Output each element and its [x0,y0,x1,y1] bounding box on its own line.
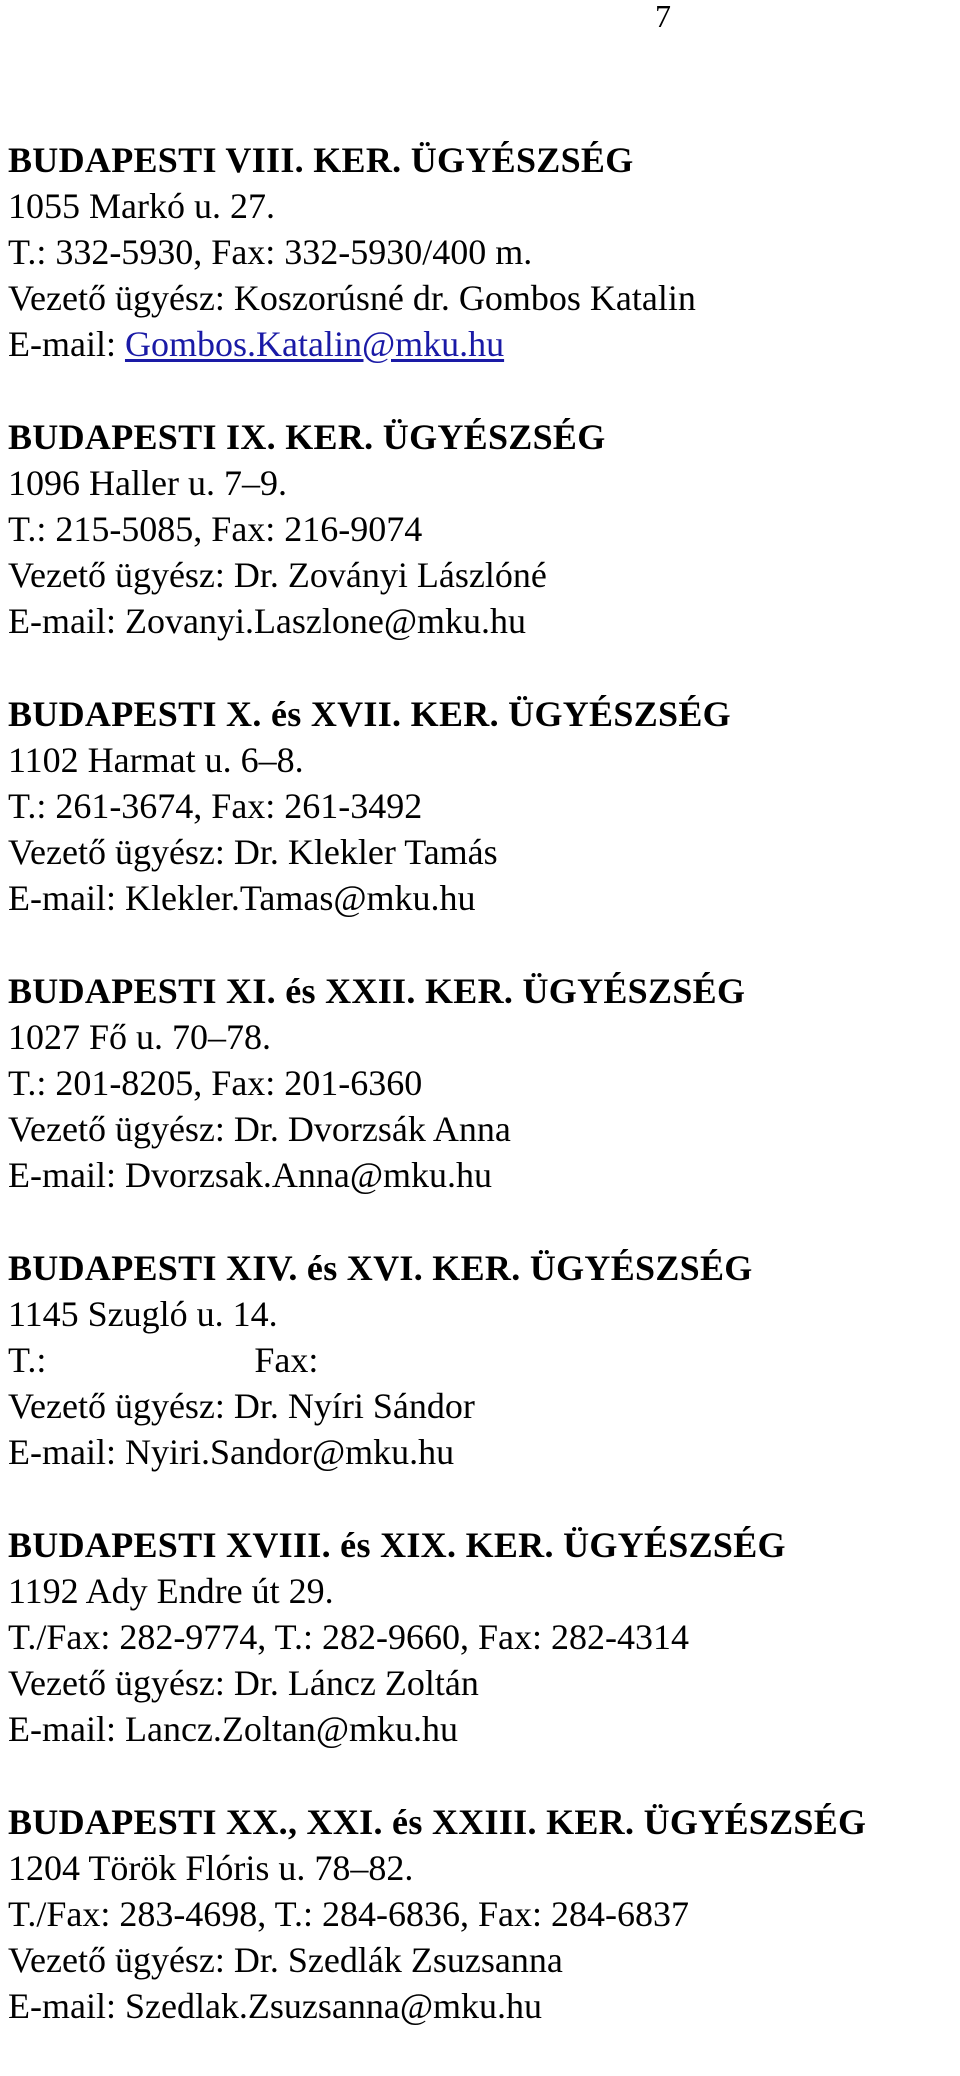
office-email-line [8,321,958,367]
email-address: Lancz.Zoltan@mku.hu [124,1709,459,1749]
office-entry-xiv-xvi [8,1245,958,1475]
office-entry-xi-xxii [8,968,958,1198]
office-leader: Vezető ügyész: Dr. Nyíri Sándor [8,1386,475,1426]
email-label: E-mail: [8,324,125,364]
email-address: Nyiri.Sandor@mku.hu [124,1432,455,1472]
office-email-line [8,1706,958,1752]
office-heading: BUDAPESTI XI. és XXII. KER. ÜGYÉSZSÉG [8,971,746,1011]
office-leader: Vezető ügyész: Dr. Szedlák Zsuzsanna [8,1940,563,1980]
office-email-line [8,598,958,644]
office-address: 1027 Fő u. 70–78. [8,1017,272,1057]
office-email-line [8,1152,958,1198]
office-heading: BUDAPESTI X. és XVII. KER. ÜGYÉSZSÉG [8,694,731,734]
office-phone: T.: 201-8205, Fax: 201-6360 [8,1063,423,1103]
office-heading: BUDAPESTI XX., XXI. és XXIII. KER. ÜGYÉSZSÉG [8,1802,867,1842]
office-address: 1096 Haller u. 7–9. [8,463,287,503]
office-entry-viii [8,137,958,367]
page-number: 7 [655,0,671,34]
fax-label: Fax: [254,1340,319,1380]
office-phone [8,1337,958,1383]
office-entry-xviii-xix [8,1522,958,1752]
email-label: E-mail: [8,1432,125,1472]
office-entry-x-xvii [8,691,958,921]
office-entry-ix [8,414,958,644]
office-phone: T./Fax: 282-9774, T.: 282-9660, Fax: 282-4314 [8,1617,689,1657]
office-leader: Vezető ügyész: Dr. Dvorzsák Anna [8,1109,511,1149]
office-heading: BUDAPESTI VIII. KER. ÜGYÉSZSÉG [8,140,634,180]
office-heading: BUDAPESTI XVIII. és XIX. KER. ÜGYÉSZSÉG [8,1525,786,1565]
office-address: 1102 Harmat u. 6–8. [8,740,304,780]
email-label: E-mail: [8,1155,125,1195]
office-leader: Vezető ügyész: Dr. Zoványi Lászlóné [8,555,547,595]
office-phone: T.: 261-3674, Fax: 261-3492 [8,786,423,826]
office-leader: Vezető ügyész: Dr. Láncz Zoltán [8,1663,479,1703]
office-phone: T.: 215-5085, Fax: 216-9074 [8,509,423,549]
email-label: E-mail: [8,1986,125,2026]
email-address: Szedlak.Zsuzsanna@mku.hu [124,1986,543,2026]
phone-label: T.: [8,1340,47,1380]
office-heading: BUDAPESTI XIV. és XVI. KER. ÜGYÉSZSÉG [8,1248,753,1288]
office-address: 1204 Török Flóris u. 78–82. [8,1848,414,1888]
office-address: 1055 Markó u. 27. [8,186,275,226]
email-label: E-mail: [8,1709,125,1749]
office-entry-xx-xxi-xxiii [8,1799,958,2029]
email-label: E-mail: [8,601,125,641]
prosecutor-office-list [8,137,958,2076]
office-phone: T.: 332-5930, Fax: 332-5930/400 m. [8,232,533,272]
email-address: Zovanyi.Laszlone@mku.hu [124,601,527,641]
email-label: E-mail: [8,878,125,918]
office-phone: T./Fax: 283-4698, T.: 284-6836, Fax: 284-6837 [8,1894,689,1934]
office-address: 1192 Ady Endre út 29. [8,1571,334,1611]
office-address: 1145 Szugló u. 14. [8,1294,278,1334]
office-leader: Vezető ügyész: Koszorúsné dr. Gombos Katalin [8,278,696,318]
office-email-line [8,1429,958,1475]
email-link[interactable]: Gombos.Katalin@mku.hu [124,324,505,364]
email-address: Klekler.Tamas@mku.hu [124,878,476,918]
office-email-line [8,1983,958,2029]
email-address: Dvorzsak.Anna@mku.hu [124,1155,493,1195]
office-heading: BUDAPESTI IX. KER. ÜGYÉSZSÉG [8,417,606,457]
office-leader: Vezető ügyész: Dr. Klekler Tamás [8,832,498,872]
office-email-line [8,875,958,921]
